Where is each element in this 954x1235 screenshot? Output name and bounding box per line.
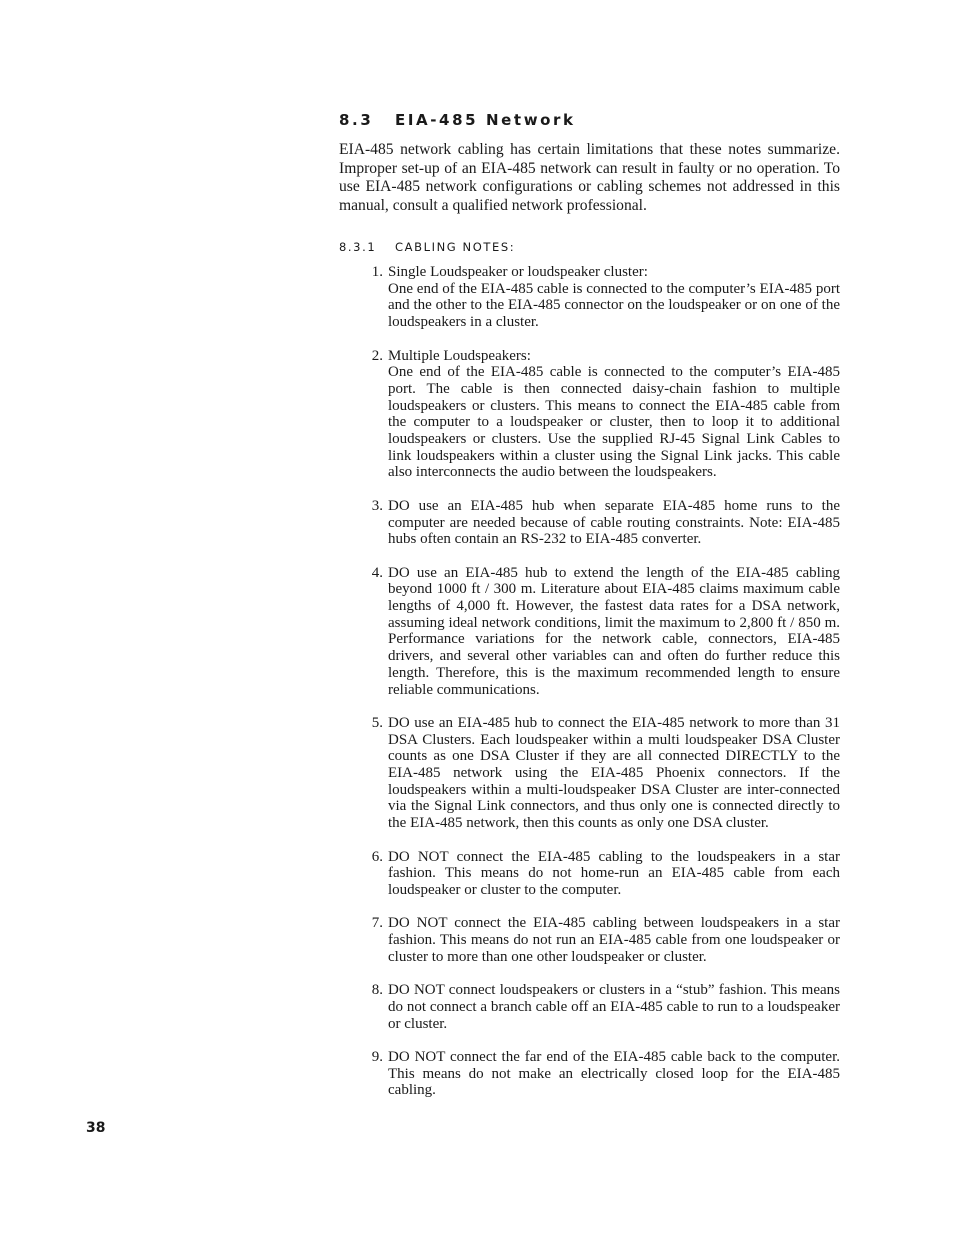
note-body: One end of the EIA-485 cable is connected to the computer’s EIA-485 port and the other to the EIA-485 connector on the loudspeaker or on one of the loudspeakers in a cluster. bbox=[388, 280, 840, 331]
cabling-note bbox=[339, 982, 840, 1032]
intro-paragraph: EIA-485 network cabling has certain limitations that these notes summarize. Improper set-up of an EIA-485 network can result in faulty or no operation. To use EIA-485 network configurations or cabling schemes not addressed in this manual, consult a qualified network professional. bbox=[339, 141, 840, 215]
note-number: 5. bbox=[371, 714, 383, 731]
note-body: DO use an EIA-485 hub to extend the length of the EIA-485 cabling beyond 1000 ft / 300 m. Literature about EIA-485 claims maximum cable lengths of 4,000 ft. However, the fastest data rates for a DSA network, assuming ideal network conditions, limit the maximum to 2,800 ft / 850 m. Performance variations for the network cable, connectors, EIA-485 drivers, and several other variables can and often do further reduce this length. Therefore, this is the maximum recommended length to ensure reliable communications. bbox=[388, 564, 840, 698]
note-number: 9. bbox=[371, 1048, 383, 1065]
subsection-heading bbox=[339, 240, 515, 254]
cabling-note bbox=[339, 348, 840, 482]
note-body: DO NOT connect the far end of the EIA-485 cable back to the computer. This means do not make an electrically closed loop for the EIA-485 cabling. bbox=[388, 1048, 840, 1099]
note-number: 3. bbox=[371, 497, 383, 514]
cabling-note bbox=[339, 1049, 840, 1099]
note-body: DO use an EIA-485 hub when separate EIA-485 home runs to the computer are needed because of cable routing constraints. Note: EIA-485 hubs often contain an RS-232 to EIA-485 converter. bbox=[388, 497, 840, 548]
note-number: 1. bbox=[371, 264, 383, 280]
note-number: 6. bbox=[371, 848, 383, 865]
cabling-notes-list bbox=[339, 264, 840, 1116]
cabling-note bbox=[339, 715, 840, 832]
note-number: 4. bbox=[371, 564, 383, 581]
cabling-note bbox=[339, 498, 840, 548]
page-number: 38 bbox=[86, 1120, 106, 1136]
note-number: 8. bbox=[371, 982, 383, 999]
cabling-note bbox=[339, 565, 840, 699]
subsection-title: CABLING NOTES: bbox=[395, 240, 516, 254]
cabling-note bbox=[339, 264, 840, 331]
cabling-note bbox=[339, 849, 840, 899]
section-number: 8.3 bbox=[339, 111, 374, 129]
note-body: DO NOT connect loudspeakers or clusters in a “stub” fashion. This means do not connect a branch cable off an EIA-485 cable to run to a loudspeaker or cluster. bbox=[388, 982, 840, 1032]
note-body: One end of the EIA-485 cable is connected to the computer’s EIA-485 port. The cable is then connected daisy-chain fashion to multiple loudspeakers or clusters. This means to connect the EIA-485 cable from the computer to a loudspeaker or cluster, then to loop it to additional loudspeakers or clusters. Use the supplied RJ-45 Signal Link Cables to link loudspeakers within a cluster using the Signal Link jacks. This cable also interconnects the audio between the loudspeakers. bbox=[388, 364, 840, 481]
note-body: DO use an EIA-485 hub to connect the EIA-485 network to more than 31 DSA Clusters. Each loudspeaker within a multi loudspeaker DSA Cluster counts as one DSA Cluster if they are all connected DIRECTLY to the EIA-485 network using the EIA-485 Phoenix connectors. If the loudspeakers within a multi-loudspeaker DSA Cluster are inter-connected via the Signal Link connectors, and thus only one is connected directly to the EIA-485 network, then this counts as only one DSA cluster. bbox=[388, 714, 840, 832]
note-title: Single Loudspeaker or loudspeaker cluster: bbox=[388, 264, 648, 280]
note-body: DO NOT connect the EIA-485 cabling to the loudspeakers in a star fashion. This means do not home-run an EIA-485 cable from each loudspeaker or cluster to the computer. bbox=[388, 848, 840, 898]
subsection-number: 8.3.1 bbox=[339, 240, 377, 254]
section-title: EIA-485 Network bbox=[395, 111, 576, 129]
note-body: DO NOT connect the EIA-485 cabling between loudspeakers in a star fashion. This means do not run an EIA-485 cable from one loudspeaker or cluster to more than one other loudspeaker or cluster. bbox=[388, 915, 840, 965]
cabling-note bbox=[339, 915, 840, 965]
note-title: Multiple Loudspeakers: bbox=[388, 347, 531, 364]
note-number: 7. bbox=[371, 915, 383, 932]
section-heading bbox=[339, 111, 576, 129]
note-number: 2. bbox=[371, 347, 383, 364]
